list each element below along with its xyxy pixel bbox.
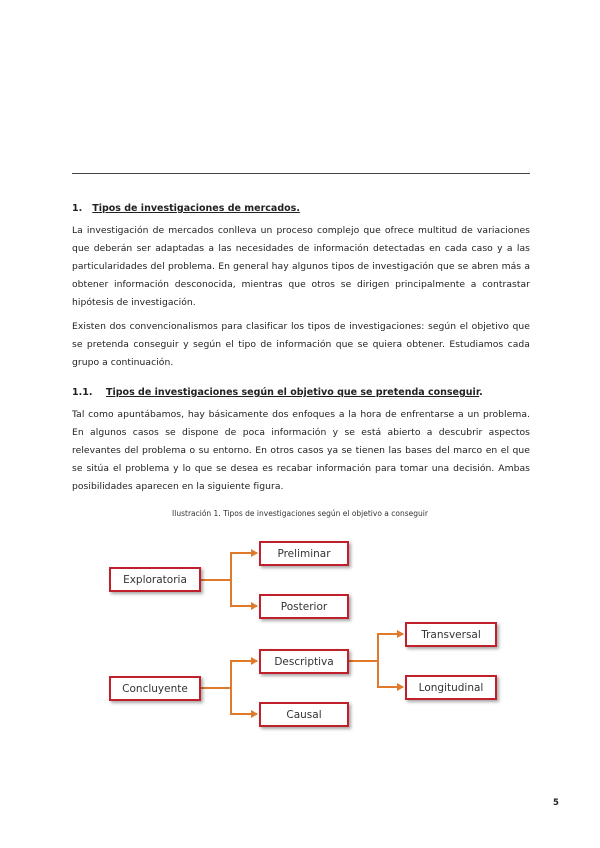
node-preliminar: Preliminar: [259, 541, 349, 566]
classification-paragraph: Existen dos convencionalismos para clasificar los tipos de investigaciones: según el objetivo que se pretenda conseguir y según el tipo de información que se quiera obtener. Estudiamos cada grupo a continuación.: [72, 321, 530, 368]
subsection-heading: [72, 387, 483, 398]
figure-caption: Ilustración 1. Tipos de investigaciones según el objetivo a conseguir: [172, 509, 428, 518]
connector-concluyente-descriptiva: [201, 661, 257, 688]
node-transversal: Transversal: [405, 622, 497, 647]
connector-concluyente-causal: [231, 688, 257, 714]
connector-exploratoria-preliminar: [201, 553, 257, 580]
node-descriptiva: Descriptiva: [259, 649, 349, 674]
subsection-title: Tipos de investigaciones según el objetivo que se pretenda conseguir: [106, 387, 480, 398]
section-number: 1.: [72, 203, 83, 214]
header-rule: [72, 173, 530, 174]
section-heading: [72, 203, 300, 214]
connector-descriptiva-transversal: [349, 634, 403, 661]
connector-exploratoria-posterior: [231, 580, 257, 606]
page-number: 5: [553, 798, 559, 808]
node-exploratoria: Exploratoria: [109, 567, 201, 592]
node-longitudinal: Longitudinal: [405, 675, 497, 700]
node-causal: Causal: [259, 702, 349, 727]
intro-paragraph: La investigación de mercados conlleva un proceso complejo que ofrece multitud de variaciones que deberán ser adaptadas a las necesidades de información detectadas en cada caso y a las particularidades del problema. En general hay algunos tipos de investigación que se abren más a obtener información desconocida, mientras que otros se dirigen principalmente a contrastar hipótesis de investigación.: [72, 225, 530, 308]
node-concluyente: Concluyente: [109, 676, 201, 701]
node-posterior: Posterior: [259, 594, 349, 619]
connector-descriptiva-longitudinal: [378, 661, 403, 687]
section-title: Tipos de investigaciones de mercados.: [92, 203, 300, 214]
approaches-paragraph: Tal como apuntábamos, hay básicamente dos enfoques a la hora de enfrentarse a un problema. En algunos casos se dispone de poca información y se está abierto a descubrir aspectos relevantes del problema o su entorno. En otros casos ya se tienen las bases del marco en el que se sitúa el problema y lo que se desea es recabar información para tomar una decisión. Ambas posibilidades aparecen en la siguiente figura.: [72, 409, 530, 492]
subsection-number: 1.1.: [72, 387, 93, 398]
subsection-title-period: .: [479, 387, 483, 398]
